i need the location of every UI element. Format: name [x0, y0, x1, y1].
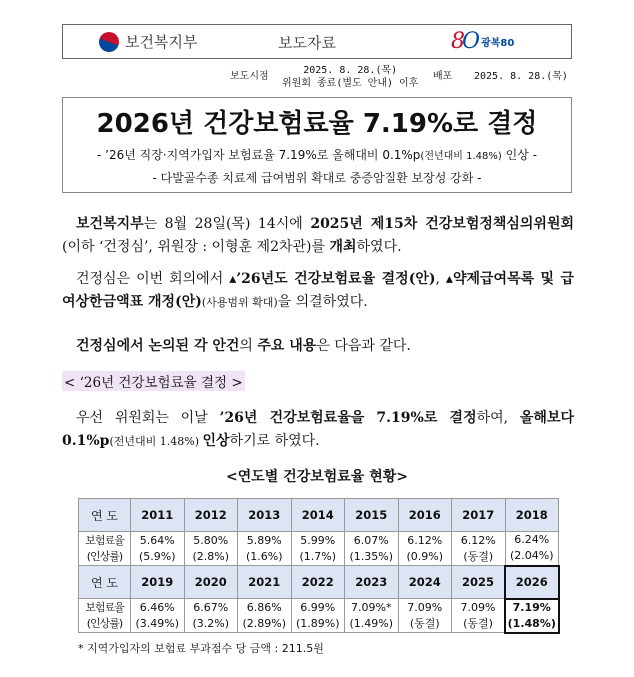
rate-value: 6.86%	[246, 600, 282, 614]
year-cell: 2014	[291, 499, 345, 532]
rate-change: (2.8%)	[192, 549, 230, 563]
release-label: 보도시점	[230, 71, 269, 82]
paragraph-4	[62, 407, 574, 453]
year-row	[79, 566, 559, 599]
text-run: 은 다음과 같다.	[316, 338, 411, 354]
text-run: 2025년 제15차 건강보험정책심의위원회	[310, 216, 575, 232]
year-label: 연 도	[79, 566, 131, 599]
rate-change: (0.9%)	[406, 549, 444, 563]
year-cell: 2022	[291, 566, 345, 599]
text-run: , ▴	[435, 271, 453, 287]
rate-cell	[505, 532, 559, 566]
text-run: 보건복지부	[76, 216, 144, 232]
text-run: 우선 위원회는 이날	[76, 410, 220, 426]
subtitle-1-text: - ’26년 직장·지역가입자 보험료율 7.19%로 올해대비 0.1%p	[97, 148, 421, 162]
year-cell: 2018	[505, 499, 559, 532]
rate-value: 7.09%*	[351, 600, 392, 614]
rate-value: 5.64%	[139, 533, 175, 547]
paragraph-2	[62, 268, 574, 314]
ministry-name: 보건복지부	[125, 33, 198, 51]
text-run: (전년대비 1.48%)	[109, 435, 203, 448]
rate-value: 5.89%	[246, 533, 282, 547]
rate-row	[79, 599, 559, 633]
year-label: 연 도	[79, 499, 131, 532]
rate-label-1: 보험료율	[85, 533, 124, 547]
year-cell: 2021	[238, 566, 292, 599]
distribution-date: 2025. 8. 28.(목)	[474, 71, 568, 82]
page-title: 2026년 건강보험료율 7.19%로 결정	[96, 109, 538, 139]
text-run: 인상	[202, 433, 230, 449]
release-time-line2: 위원회 종료(별도 안내) 이후	[282, 78, 419, 89]
year-cell: 2012	[184, 499, 238, 532]
rate-value: 6.12%	[460, 533, 496, 547]
text-run: 올해보다 0.1%p	[62, 410, 574, 449]
year-row	[79, 499, 559, 532]
release-time	[282, 64, 418, 90]
rate-cell	[131, 532, 185, 566]
subtitle-1-end: 인상 -	[501, 148, 537, 162]
rate-label-2: (인상률)	[86, 616, 123, 630]
year-cell: 2013	[238, 499, 292, 532]
rate-label-2: (인상률)	[86, 549, 123, 563]
rate-value: 5.99%	[300, 533, 336, 547]
rate-change: (5.9%)	[138, 549, 176, 563]
year-cell: 2020	[184, 566, 238, 599]
rate-change: (1.89%)	[295, 616, 340, 630]
year-cell: 2015	[345, 499, 399, 532]
section-heading: < ‘26년 건강보험료율 결정 >	[62, 371, 245, 391]
year-cell: 2017	[452, 499, 506, 532]
year-cell: 2011	[131, 499, 185, 532]
rate-cell	[238, 599, 292, 633]
liberation-80-logo: 8O 광복80	[451, 29, 515, 54]
rate-cell	[398, 599, 452, 633]
rate-change: (동결)	[463, 616, 493, 630]
text-run: 약제급여목록 및 급여상한금액표 개정(안)	[62, 271, 574, 310]
rate-change: (2.04%)	[509, 549, 554, 563]
rate-label	[79, 599, 131, 633]
rate-value: 7.19%	[512, 600, 551, 614]
text-run: 하였다.	[356, 239, 402, 255]
rate-table	[78, 498, 560, 634]
year-cell: 2023	[345, 566, 399, 599]
year-cell: 2025	[452, 566, 506, 599]
text-run: 건정심은 이번 회의에서 ▴	[76, 271, 237, 287]
text-run: ’26년도 건강보험료율 결정(안)	[236, 271, 436, 287]
rate-change: (1.49%)	[349, 616, 394, 630]
rate-value: 6.07%	[353, 533, 389, 547]
distribution-label: 배포	[433, 71, 453, 82]
rate-value: 5.80%	[193, 533, 229, 547]
paragraph-3	[62, 335, 574, 358]
release-time-line1: 2025. 8. 28.(목)	[303, 65, 398, 76]
table-caption: <연도별 건강보험료율 현황>	[226, 469, 408, 485]
text-run: 을 의결하였다.	[277, 294, 368, 310]
year-cell: 2019	[131, 566, 185, 599]
rate-cell	[131, 599, 185, 633]
text-run: (이하 ‘건정심’, 위원장 : 이형훈 제2차관)를	[62, 239, 330, 255]
text-run: 하기로 하였다.	[229, 433, 320, 449]
ministry-logo	[99, 31, 197, 52]
rate-change: (1.6%)	[245, 549, 283, 563]
subtitle-1-small: (전년대비 1.48%)	[420, 151, 502, 162]
rate-change: (2.89%)	[242, 616, 287, 630]
text-run: 는 8월 28일(목) 14시에	[143, 216, 311, 232]
rate-row	[79, 532, 559, 566]
rate-cell	[238, 532, 292, 566]
rate-value: 7.09%	[407, 600, 443, 614]
text-run: 의	[239, 338, 258, 354]
rate-value: 7.09%	[460, 600, 496, 614]
rate-change: (3.2%)	[192, 616, 230, 630]
text-run: (사용범위 확대)	[201, 296, 278, 309]
rate-label-1: 보험료율	[85, 600, 124, 614]
subtitle-1	[63, 146, 571, 163]
header-box	[62, 24, 572, 59]
year-cell: 2016	[398, 499, 452, 532]
paragraph-1	[62, 213, 574, 259]
text-run: 건정심에서 논의된 각 안건	[76, 338, 240, 354]
rate-cell	[291, 599, 345, 633]
rate-cell	[505, 599, 559, 633]
rate-cell	[452, 599, 506, 633]
year-cell: 2026	[505, 566, 559, 599]
taegeuk-icon	[99, 32, 119, 52]
rate-cell	[345, 532, 399, 566]
rate-change: (1.48%)	[507, 616, 556, 630]
rate-change: (동결)	[463, 549, 494, 563]
text-run: ’26년 건강보험료율을 7.19%로 결정	[219, 410, 477, 426]
rate-cell	[345, 599, 399, 633]
rate-cell	[291, 532, 345, 566]
rate-value: 6.24%	[514, 533, 550, 547]
rate-value: 6.99%	[300, 600, 336, 614]
rate-label	[79, 532, 131, 566]
rate-cell	[452, 532, 506, 566]
text-run: 하여,	[476, 410, 520, 426]
rate-change: (1.7%)	[299, 549, 337, 563]
rate-cell	[184, 599, 238, 633]
rate-value: 6.46%	[139, 600, 175, 614]
year-cell: 2024	[398, 566, 452, 599]
text-run: 개최	[329, 239, 357, 255]
rate-change: (동결)	[409, 616, 440, 630]
rate-value: 6.12%	[407, 533, 443, 547]
text-run: 주요 내용	[257, 338, 317, 354]
rate-value: 6.67%	[193, 600, 229, 614]
title-box	[62, 97, 572, 193]
subtitle-2: - 다발골수종 치료제 급여범위 확대로 중증암질환 보장성 강화 -	[152, 171, 482, 185]
rate-cell	[398, 532, 452, 566]
rate-cell	[184, 532, 238, 566]
table-footnote: * 지역가입자의 보험료 부과점수 당 금액 : 211.5원	[78, 642, 324, 655]
rate-change: (1.35%)	[349, 549, 394, 563]
doc-type: 보도자료	[278, 34, 336, 52]
rate-change: (3.49%)	[135, 616, 180, 630]
